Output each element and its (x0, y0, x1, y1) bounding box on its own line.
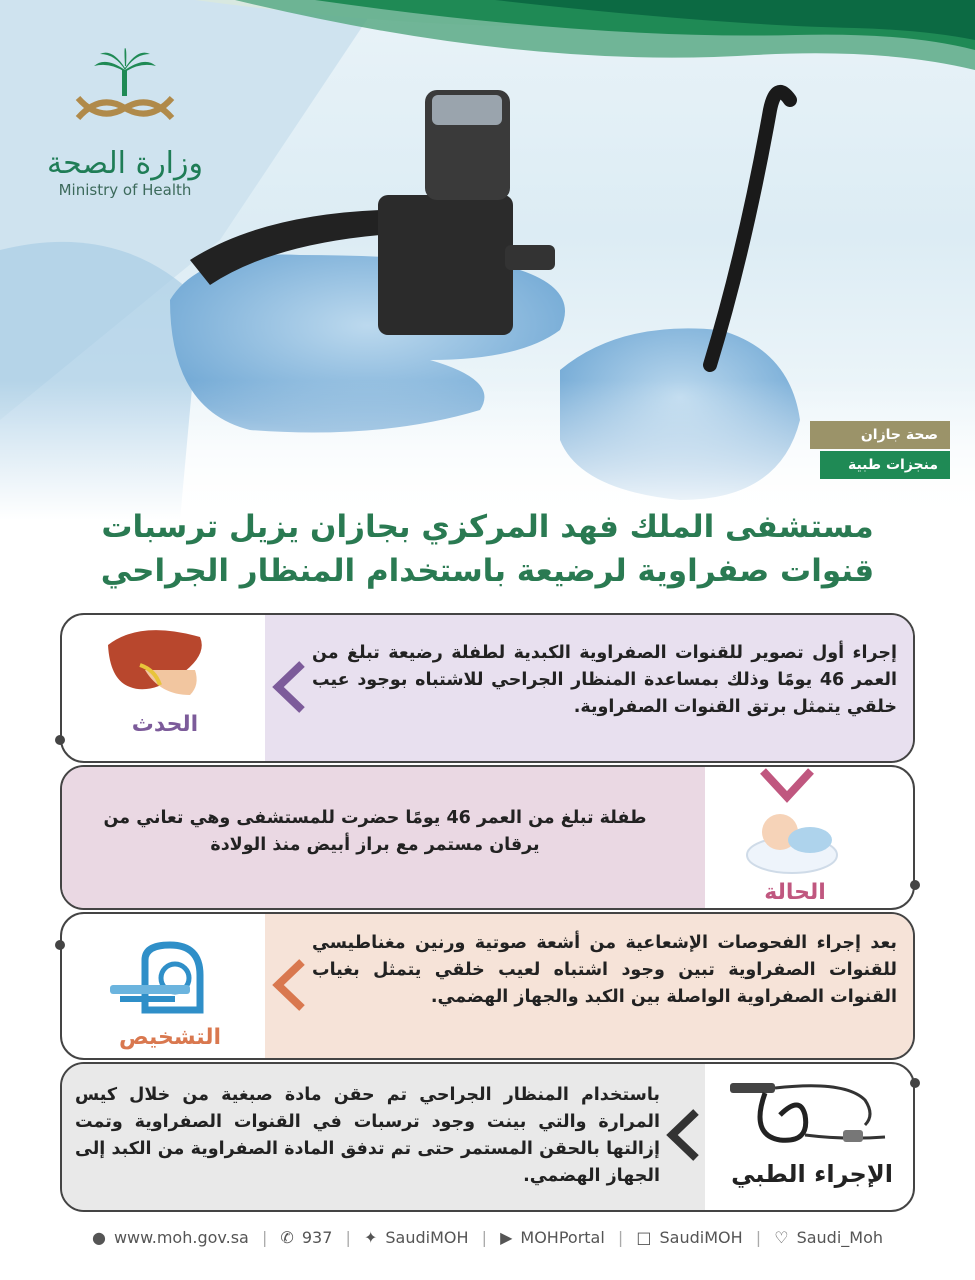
region-tag: صحة جازان (810, 421, 950, 449)
title-line-1: مستشفى الملك فهد المركزي بجازان يزيل ترسبات (101, 509, 874, 545)
youtube-icon: ▶ (500, 1228, 513, 1247)
timeline-dot (910, 1078, 920, 1088)
mri-scanner-icon (105, 940, 215, 1020)
baby-icon (745, 800, 840, 875)
logo-english-text: Ministry of Health (58, 181, 192, 199)
moh-logo (40, 48, 210, 199)
title-line-2: قنوات صفراوية لرضيعة باستخدام المنظار الجراحي (100, 553, 875, 589)
diagnosis-label: التشخيص (118, 1025, 222, 1050)
endoscope-icon (725, 1075, 895, 1155)
case-text: طفلة تبلغ من العمر 46 يومًا حضرت للمستشفى وهي تعاني من يرقان مستمر مع براز أبيض منذ الولادة (103, 808, 647, 855)
instagram-handle[interactable]: SaudiMOH (659, 1228, 743, 1247)
palm-swords-emblem (70, 48, 180, 138)
header-waves (195, 0, 975, 150)
event-text: إجراء أول تصوير للقنوات الصفراوية الكبدية لطفلة رضيعة تبلغ من العمر 46 يومًا وذلك بمساعدة المنظار الجراحي للاشتباه بوجود عيب خلقي يتمثل برتق القنوات الصفراوية. (312, 643, 898, 717)
globe-icon: ● (92, 1228, 106, 1247)
timeline-dot (55, 735, 65, 745)
logo-arabic-text: وزارة الصحة (47, 146, 203, 181)
phone-number[interactable]: 937 (301, 1228, 333, 1247)
youtube-handle[interactable]: MOHPortal (520, 1228, 605, 1247)
timeline-dot (55, 940, 65, 950)
procedure-text: باستخدام المنظار الجراحي تم حقن مادة صبغية من خلال كيس المرارة والتي بينت وجود ترسبات في القنوات الصفراوية وتمت إزالتها بالحقن المستمر حتى تم تدفق المادة الصفراوية من الكبد إلى الجهاز الهضمي. (75, 1085, 660, 1186)
case-label: الحالة (764, 880, 826, 905)
diagnosis-text: بعد إجراء الفحوصات الإشعاعية من أشعة صوتية ورنين مغناطيسي للقنوات الصفراوية تبين وجود اشتباه لعيب خلقي يتمثل بغياب القنوات الصفراوية الواصلة بين الكبد والجهاز الهضمي. (312, 933, 897, 1007)
page-title (40, 505, 935, 593)
twitter-handle[interactable]: SaudiMOH (385, 1228, 469, 1247)
website-link[interactable]: www.moh.gov.sa (113, 1228, 249, 1247)
chevron-down-icon (757, 765, 817, 805)
category-tag: منجزات طبية (820, 451, 950, 479)
timeline-dot (910, 880, 920, 890)
chevron-left-icon (268, 660, 308, 715)
chevron-left-icon (662, 1108, 702, 1163)
snapchat-handle[interactable]: Saudi_Moh (796, 1228, 883, 1247)
twitter-icon: ✦ (363, 1228, 378, 1247)
snapchat-icon: ♡ (774, 1228, 789, 1247)
event-label: الحدث (131, 712, 199, 737)
instagram-icon: □ (636, 1228, 652, 1247)
phone-icon: ✆ (280, 1228, 294, 1247)
procedure-label: الإجراء الطبي (731, 1160, 893, 1188)
footer: ● www.moh.gov.sa | ✆ 937 | ✦ SaudiMOH | ▶ MOHPortal | □ SaudiMOH | ♡ Saudi_Moh (92, 1228, 883, 1247)
liver-icon (100, 625, 210, 710)
chevron-left-icon (268, 958, 308, 1013)
